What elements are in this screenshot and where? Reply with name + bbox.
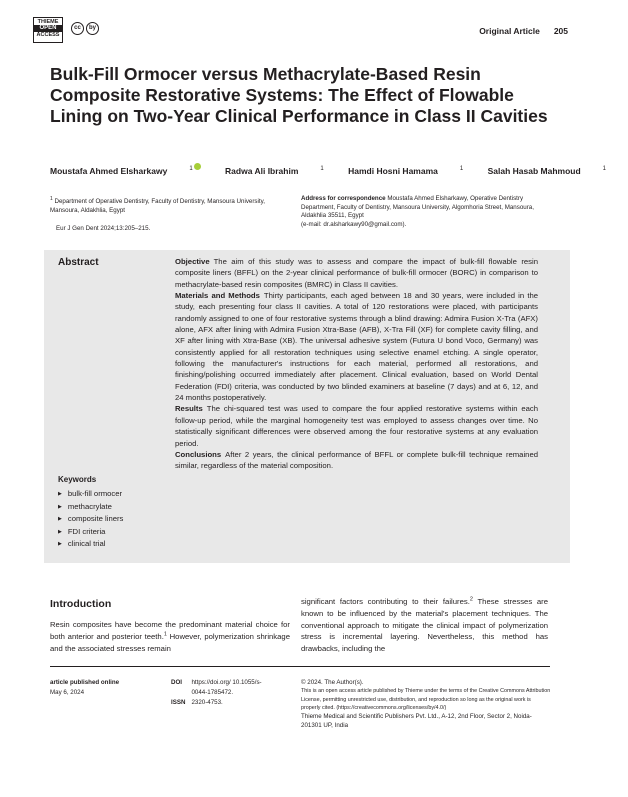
introduction-left-column: Resin composites have become the predominant material choice for both anterior and posterior teeth.$^1$ However, polymerization shrinkage and the associated stresses remain bbox=[50, 620, 290, 653]
introduction-right-column: significant factors contributing to their failures.$^2$ These stresses are known to be influenced by the material's placement techniques. The conventional approach to mitigate the clinical impact of polymerization stress is incremental layering. Nevertheless, this method has drawbacks, including the bbox=[301, 596, 548, 654]
license-block bbox=[301, 678, 551, 731]
author-list bbox=[50, 163, 606, 176]
author[interactable]: Radwa Ali Ibrahim $^1$ bbox=[225, 165, 324, 176]
reference-link[interactable]: 1 bbox=[163, 631, 167, 638]
citation: Eur J Gen Dent 2024;13:205–215. bbox=[56, 225, 151, 232]
running-header bbox=[479, 26, 568, 36]
author[interactable]: Moustafa Ahmed Elsharkawy $^1$ bbox=[50, 166, 201, 176]
abstract-heading: Abstract bbox=[58, 257, 99, 268]
publisher: Thieme Medical and Scientific Publishers Pvt. Ltd., A-12, 2nd Floor, Sector 2, Noida-201301 UP, India bbox=[301, 713, 532, 730]
reference-link[interactable]: 2 bbox=[469, 596, 473, 603]
correspondence-email[interactable]: (e-mail: dr.alsharkawy90@gmail.com). bbox=[301, 220, 407, 228]
keyword-item: ▶ methacrylate bbox=[58, 501, 123, 514]
correspondence: Address for correspondence Moustafa Ahmed Elsharkawy, Operative Dentistry Department, Faculty of Dentistry, Mansoura University, Algomhoria Street, Mansoura, Aldakhlia 35511, Egypt (e-mail: dr.alsharkawy90@gmail.com). bbox=[301, 195, 534, 228]
publication-dates: article published online May 6, 2024 bbox=[50, 679, 120, 696]
attribution-icon[interactable]: by bbox=[86, 22, 99, 35]
orcid-icon[interactable] bbox=[194, 163, 201, 170]
keywords-heading: Keywords bbox=[58, 475, 97, 484]
article-title: Bulk-Fill Ormocer versus Methacrylate-Based Resin Composite Restorative Systems: The Effect of Flowable Lining on Two-Year Clinical Performance in Class II Cavities bbox=[50, 64, 548, 126]
copyright: © 2024. The Author(s). bbox=[301, 679, 364, 686]
doi-link[interactable]: https://doi.org/ 10.1055/s-0044-1785472. bbox=[191, 679, 262, 696]
author[interactable]: Hamdi Hosni Hamama $^1$ bbox=[348, 165, 464, 176]
creative-commons-icon[interactable]: cc bbox=[71, 22, 84, 35]
author[interactable]: Salah Hasab Mahmoud $^1$ bbox=[487, 165, 606, 176]
keywords-list bbox=[58, 488, 123, 551]
abstract-results: Results The chi-squared test was used to compare the four applied restorative systems within each follow-up period, while the marginal homogeneity test was employed to assess changes over time. No statistically significant differences were observed among the four restorative systems at any evaluation period. bbox=[175, 404, 538, 448]
keyword-item: ▶ clinical trial bbox=[58, 538, 123, 551]
abstract-methods: Materials and Methods Thirty participants, each aged between 18 and 30 years, were included in the study, each presenting four class II cavities. A total of 120 restorations were placed, with participants randomly assigned to one of four restorative systems through a blind drawing: Admira Fusion X-Tra (AFX) alone, AFX after lining with Admira Fusion Xtra-Base (AFB), X-Tra Fill (XF) for complete cavity filling, and XF after lining with Xtra-Base (XB). The universal adhesive system (Futura U bond Voco, Germany) was consistently applied for all restoration techniques using selective enamel etching. A single operator, following the manufacturer's instructions for each material, performed all restorations, and finishing/polishing occurred immediately after placement. Clinical evaluation, based on World Dental Federation (FDI) criteria, was conducted by two blinded examiners at baseline (7 days) and at 6, 12, and 24 months postoperatively. bbox=[175, 291, 539, 403]
footer-divider bbox=[50, 666, 550, 667]
abstract-conclusions: Conclusions After 2 years, the clinical performance of BFFL or complete bulk-fill technique remained similar, regardless of the material composition. bbox=[175, 449, 538, 471]
thieme-open-access-logo: THIEME OPEN ACCESS bbox=[33, 17, 63, 43]
page-number: 205 bbox=[553, 26, 568, 36]
section-label: Original Article bbox=[479, 26, 540, 36]
doi-issn-block: DOI https://doi.org/ 10.1055/s-0044-1785472. ISSN 2320-4753. bbox=[171, 678, 277, 708]
abstract-body bbox=[175, 256, 538, 472]
license-text[interactable]: This is an open access article published by Thieme under the terms of the Creative Commons Attribution License, permitting unrestricted use, distribution, and reproduction so long as the original work is properly cited. (https://creativecommons.org/licenses/by/4.0/) bbox=[301, 688, 551, 711]
keyword-item: ▶ composite liners bbox=[58, 513, 123, 526]
keyword-item: ▶ bulk-fill ormocer bbox=[58, 488, 123, 501]
abstract-objective: Objective The aim of this study was to assess and compare the impact of bulk-fill flowable resin composite liners (BFFL) on the 2-year clinical performance of bulk-fill ormocer (BORC) in comparison to methacrylate-based resin composites (BMRC) in Class II cavities. bbox=[175, 257, 538, 289]
introduction-heading: Introduction bbox=[50, 598, 112, 610]
affiliation: $^1$ Department of Operative Dentistry, Faculty of Dentistry, Mansoura University, Mansoura, Aldakhlia, Egypt bbox=[50, 196, 265, 214]
keyword-item: ▶ FDI criteria bbox=[58, 526, 123, 539]
